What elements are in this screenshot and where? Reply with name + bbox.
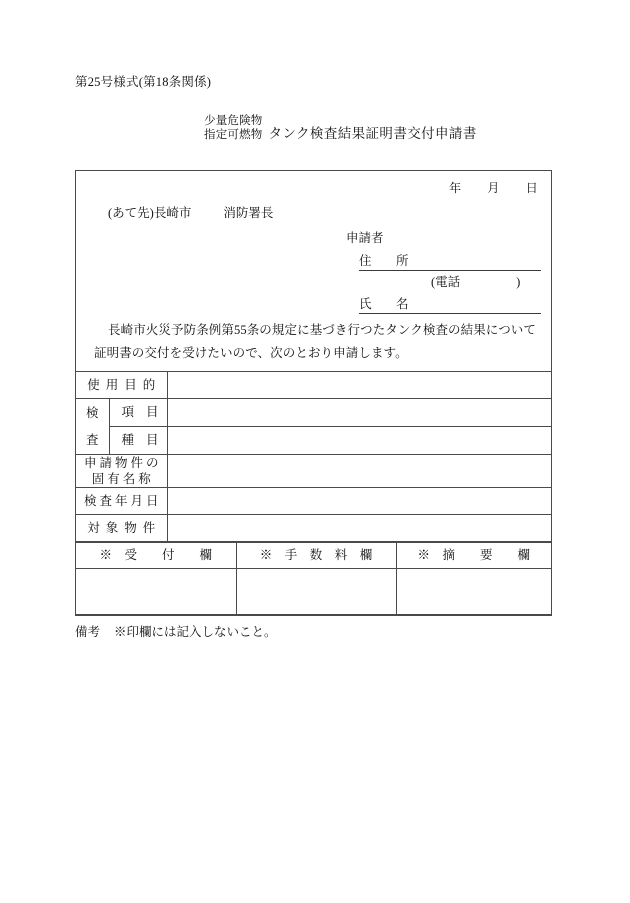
official-header-reception: ※ 受 付 欄 [76, 543, 236, 569]
footer-note [75, 622, 277, 640]
footer-note-text: ※印欄には記入しないこと。 [114, 625, 277, 639]
body-text: 長崎市火災予防条例第55条の規定に基づき行つたタンク検査の結果について証明書の交付を受けたいので、次のとおり申請します。 [94, 323, 537, 360]
row-label-inspection-date: 検査年月日 [76, 488, 167, 515]
title-prefix-line-1: 少量危険物 [204, 115, 263, 127]
row-value-inspection-date[interactable] [167, 488, 551, 515]
addressee-title: 消防署長 [223, 206, 274, 220]
title-prefix-line-2: 指定可燃物 [204, 129, 263, 141]
table-row [76, 455, 551, 488]
table-row [76, 427, 551, 455]
official-header-fee: ※ 手 数 料 欄 [236, 543, 396, 569]
document-title [204, 114, 477, 142]
row-value-target-property[interactable] [167, 515, 551, 542]
table-row [76, 515, 551, 542]
official-use-table [76, 542, 551, 615]
addressee-prefix: (あて先)長崎市 [108, 206, 192, 220]
date-month-label: 月 [487, 181, 500, 195]
date-line [449, 179, 538, 196]
telephone-close-paren: ) [516, 275, 521, 289]
official-value-fee[interactable] [236, 569, 396, 615]
title-main: タンク検査結果証明書交付申請書 [268, 125, 477, 141]
date-year-label: 年 [449, 181, 462, 195]
inspection-char-1: 検 [85, 405, 99, 420]
form-header-region [76, 171, 551, 371]
official-use-header-row [76, 543, 551, 569]
row-label-purpose: 使用目的 [76, 372, 167, 399]
telephone-field-row[interactable] [431, 272, 520, 290]
row-label-inspection-group [76, 399, 109, 455]
footer-note-label: 備考 [75, 625, 101, 639]
form-box [75, 170, 552, 616]
official-value-reception[interactable] [76, 569, 236, 615]
row-label-inspection-item: 項目 [109, 399, 167, 427]
table-row [76, 372, 551, 399]
telephone-open-paren: (電話 [431, 275, 461, 289]
row-value-inspection-item[interactable] [167, 399, 551, 427]
official-header-remarks: ※ 摘 要 欄 [396, 543, 551, 569]
row-label-inspection-type: 種目 [109, 427, 167, 455]
row-label-target-property: 対象物件 [76, 515, 167, 542]
name-field-row[interactable] [359, 294, 541, 314]
row-value-purpose[interactable] [167, 372, 551, 399]
title-prefix [204, 114, 263, 142]
inspection-char-2: 査 [85, 432, 99, 447]
table-row [76, 399, 551, 427]
date-day-label: 日 [525, 181, 538, 195]
table-row [76, 488, 551, 515]
row-value-inspection-type[interactable] [167, 427, 551, 455]
row-value-property-name[interactable] [167, 455, 551, 488]
row-label-property-name: 申請物件の 固有名称 [76, 455, 167, 488]
name-label: 氏 名 [359, 297, 415, 311]
form-item-table [76, 371, 551, 542]
official-value-remarks[interactable] [396, 569, 551, 615]
official-use-value-row [76, 569, 551, 615]
address-field-row[interactable] [359, 251, 541, 271]
form-number: 第25号様式(第18条関係) [75, 75, 212, 89]
applicant-label: 申請者 [346, 231, 384, 245]
addressee-line [108, 203, 273, 221]
address-label: 住 所 [359, 254, 415, 268]
